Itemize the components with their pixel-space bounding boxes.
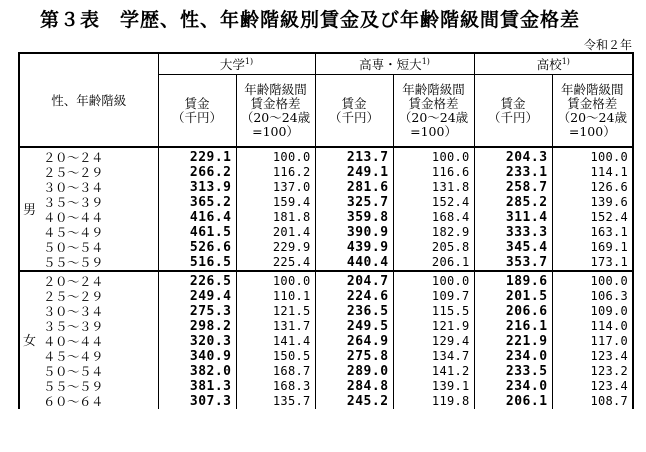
diff-cell: 109.0 [552, 304, 633, 319]
diff-cell: 100.0 [236, 271, 315, 289]
wage-cell: 365.2 [158, 195, 236, 210]
wage-cell: 289.0 [315, 364, 393, 379]
diff-cell: 108.7 [552, 394, 633, 409]
table-row [19, 147, 633, 165]
diff-cell: 110.1 [236, 289, 315, 304]
age-group-cell: ５５～５９ [43, 379, 104, 394]
wage-cell: 307.3 [158, 394, 236, 409]
diff-cell: 114.1 [552, 165, 633, 180]
wage-cell: 281.6 [315, 180, 393, 195]
age-group-cell: ４５～４９ [43, 349, 104, 364]
group-header-junior-college: 高専・短大$^{1)}$ [315, 53, 474, 75]
diff-cell: 100.0 [552, 271, 633, 289]
diff-cell: 139.6 [552, 195, 633, 210]
diff-cell: 168.7 [236, 364, 315, 379]
group-header-university: 大学$^{1)}$ [158, 53, 315, 75]
sex-label: 男 [19, 147, 39, 271]
wage-cell: 275.8 [315, 349, 393, 364]
diff-column-header: 年齢階級間 賃金格差 （20～24歳 =100） [393, 75, 474, 148]
wage-cell: 298.2 [158, 319, 236, 334]
table-row [19, 195, 633, 210]
diff-cell: 163.1 [552, 225, 633, 240]
wage-cell: 216.1 [474, 319, 552, 334]
wage-cell: 359.8 [315, 210, 393, 225]
age-group-cell: ３５～３９ [43, 195, 104, 210]
diff-cell: 152.4 [552, 210, 633, 225]
wage-cell: 213.7 [315, 147, 393, 165]
diff-cell: 123.4 [552, 379, 633, 394]
age-group-cell: ４０～４４ [43, 334, 104, 349]
wage-cell: 285.2 [474, 195, 552, 210]
age-group-cell: ４５～４９ [43, 225, 104, 240]
table-row [19, 334, 633, 349]
wage-cell: 249.1 [315, 165, 393, 180]
wage-cell: 382.0 [158, 364, 236, 379]
age-group-cell: ４０～４４ [43, 210, 104, 225]
year-note: 令和２年 [583, 38, 632, 52]
table-row [19, 271, 633, 289]
table-row [19, 165, 633, 180]
wage-cell: 340.9 [158, 349, 236, 364]
diff-cell: 134.7 [393, 349, 474, 364]
table-row [19, 379, 633, 394]
table-row [19, 210, 633, 225]
diff-cell: 126.6 [552, 180, 633, 195]
wage-cell: 439.9 [315, 240, 393, 255]
diff-cell: 100.0 [393, 147, 474, 165]
diff-cell: 168.3 [236, 379, 315, 394]
wage-cell: 264.9 [315, 334, 393, 349]
wage-cell: 390.9 [315, 225, 393, 240]
wage-cell: 516.5 [158, 255, 236, 271]
diff-cell: 225.4 [236, 255, 315, 271]
diff-cell: 100.0 [552, 147, 633, 165]
wage-cell: 381.3 [158, 379, 236, 394]
diff-cell: 106.3 [552, 289, 633, 304]
table-row [19, 240, 633, 255]
diff-cell: 114.0 [552, 319, 633, 334]
diff-cell: 137.0 [236, 180, 315, 195]
wage-cell: 224.6 [315, 289, 393, 304]
wage-cell: 345.4 [474, 240, 552, 255]
wage-table [18, 52, 634, 409]
diff-cell: 100.0 [393, 271, 474, 289]
diff-cell: 135.7 [236, 394, 315, 409]
age-group-cell: ３５～３９ [43, 319, 104, 334]
age-group-cell: ５０～５４ [43, 240, 104, 255]
diff-cell: 229.9 [236, 240, 315, 255]
diff-cell: 159.4 [236, 195, 315, 210]
wage-cell: 226.5 [158, 271, 236, 289]
wage-column-header: 賃金 （千円） [158, 75, 236, 148]
wage-cell: 204.7 [315, 271, 393, 289]
wage-cell: 249.5 [315, 319, 393, 334]
wage-cell: 233.1 [474, 165, 552, 180]
diff-cell: 121.5 [236, 304, 315, 319]
wage-column-header: 賃金 （千円） [474, 75, 552, 148]
diff-cell: 141.2 [393, 364, 474, 379]
wage-cell: 189.6 [474, 271, 552, 289]
wage-cell: 416.4 [158, 210, 236, 225]
wage-cell: 233.5 [474, 364, 552, 379]
wage-cell: 204.3 [474, 147, 552, 165]
diff-cell: 117.0 [552, 334, 633, 349]
diff-cell: 168.4 [393, 210, 474, 225]
diff-cell: 152.4 [393, 195, 474, 210]
diff-cell: 181.8 [236, 210, 315, 225]
wage-cell: 325.7 [315, 195, 393, 210]
axis-label: 性、年齢階級 [19, 53, 158, 147]
wage-cell: 245.2 [315, 394, 393, 409]
wage-cell: 234.0 [474, 349, 552, 364]
diff-cell: 150.5 [236, 349, 315, 364]
diff-cell: 109.7 [393, 289, 474, 304]
age-group-cell: ３０～３４ [43, 304, 104, 319]
age-group-cell: ６０～６４ [43, 394, 104, 409]
age-group-cell: ５５～５９ [43, 255, 104, 270]
wage-cell: 229.1 [158, 147, 236, 165]
diff-cell: 123.2 [552, 364, 633, 379]
wage-cell: 275.3 [158, 304, 236, 319]
diff-cell: 169.1 [552, 240, 633, 255]
wage-cell: 221.9 [474, 334, 552, 349]
table-row [19, 289, 633, 304]
wage-cell: 258.7 [474, 180, 552, 195]
wage-cell: 526.6 [158, 240, 236, 255]
diff-cell: 116.6 [393, 165, 474, 180]
diff-column-header: 年齢階級間 賃金格差 （20～24歳 =100） [236, 75, 315, 148]
age-group-cell: ２５～２９ [43, 289, 104, 304]
wage-cell: 201.5 [474, 289, 552, 304]
wage-cell: 313.9 [158, 180, 236, 195]
wage-cell: 311.4 [474, 210, 552, 225]
diff-cell: 129.4 [393, 334, 474, 349]
age-group-cell: ５０～５４ [43, 364, 104, 379]
age-group-cell: ２０～２４ [43, 150, 104, 165]
page-title: 第３表 学歴、性、年齢階級別賃金及び年齢階級間賃金格差 [40, 9, 581, 31]
age-group-cell: ２５～２９ [43, 165, 104, 180]
diff-cell: 116.2 [236, 165, 315, 180]
wage-cell: 461.5 [158, 225, 236, 240]
wage-cell: 284.8 [315, 379, 393, 394]
wage-cell: 353.7 [474, 255, 552, 271]
diff-cell: 123.4 [552, 349, 633, 364]
wage-cell: 234.0 [474, 379, 552, 394]
wage-cell: 206.6 [474, 304, 552, 319]
wage-cell: 333.3 [474, 225, 552, 240]
table-row [19, 394, 633, 409]
diff-cell: 131.8 [393, 180, 474, 195]
diff-cell: 100.0 [236, 147, 315, 165]
age-group-cell: ２０～２４ [39, 271, 158, 289]
age-group-cell: ３０～３４ [43, 180, 104, 195]
wage-cell: 266.2 [158, 165, 236, 180]
sex-label: 女 [19, 271, 39, 409]
table-row [19, 349, 633, 364]
wage-cell: 440.4 [315, 255, 393, 271]
diff-cell: 201.4 [236, 225, 315, 240]
wage-cell: 206.1 [474, 394, 552, 409]
table-row [19, 180, 633, 195]
diff-cell: 131.7 [236, 319, 315, 334]
diff-cell: 141.4 [236, 334, 315, 349]
wage-column-header: 賃金 （千円） [315, 75, 393, 148]
table-row [19, 255, 633, 271]
diff-cell: 119.8 [393, 394, 474, 409]
group-header-high-school: 高校$^{1)}$ [474, 53, 633, 75]
table-row [19, 304, 633, 319]
diff-cell: 173.1 [552, 255, 633, 271]
diff-cell: 121.9 [393, 319, 474, 334]
table-row [19, 225, 633, 240]
diff-cell: 205.8 [393, 240, 474, 255]
table-row [19, 364, 633, 379]
diff-column-header: 年齢階級間 賃金格差 （20～24歳 =100） [552, 75, 633, 148]
wage-cell: 249.4 [158, 289, 236, 304]
diff-cell: 115.5 [393, 304, 474, 319]
diff-cell: 139.1 [393, 379, 474, 394]
wage-cell: 236.5 [315, 304, 393, 319]
table-row [19, 319, 633, 334]
wage-cell: 320.3 [158, 334, 236, 349]
diff-cell: 182.9 [393, 225, 474, 240]
diff-cell: 206.1 [393, 255, 474, 271]
